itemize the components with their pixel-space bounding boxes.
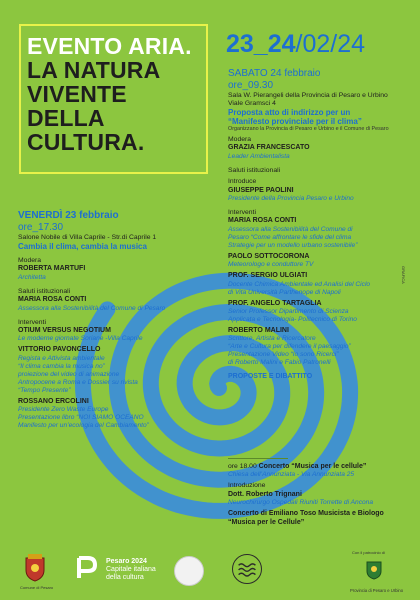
saturday-headline-2: “Manifesto provinciale per il clima” bbox=[228, 117, 362, 126]
friday-speaker-2-name: VITTORIO PAVONCELLO bbox=[18, 346, 101, 354]
saturday-speaker-3-name: PROF. SERGIO ULGIATI bbox=[228, 272, 308, 280]
saturday-speaker-1-desc-1: Assessora alla Sostenibilità del Comune di bbox=[228, 225, 353, 233]
sponsor-logos bbox=[0, 548, 420, 600]
pesaro-crest-icon bbox=[24, 554, 46, 582]
saturday-speaker-1-desc-2: Pesaro “Come affrontare le sfide del clima bbox=[228, 233, 352, 241]
waves-logo-icon bbox=[232, 554, 262, 584]
friday-greetings-name: MARIA ROSA CONTI bbox=[18, 296, 87, 304]
friday-speaker-2-desc-3: proiezione del video di animazione bbox=[18, 370, 120, 378]
saturday-programme bbox=[228, 68, 413, 382]
pesaro-2024-line-2: Capitale italiana bbox=[106, 566, 156, 573]
evening-programme bbox=[228, 452, 413, 527]
side-credit: GRAFICA bbox=[401, 266, 406, 284]
saturday-intro-role: Introduce bbox=[228, 178, 257, 186]
friday-speaker-1-desc: Le moderne giornate Soriane -Villa Caprile bbox=[18, 335, 143, 343]
province-caption: Provincia di Pesaro e Urbino bbox=[350, 588, 404, 593]
pesaro-2024-logo-icon bbox=[76, 556, 98, 580]
round-seal-icon bbox=[174, 556, 204, 586]
saturday-speaker-1-name: MARIA ROSA CONTI bbox=[228, 217, 297, 225]
friday-speaker-2-desc-4: Antropocene a Roma e Dossier su rivista bbox=[18, 378, 138, 386]
friday-venue: Salone Nobile di Villa Caprile - Str.di Caprile 1 bbox=[18, 234, 157, 241]
friday-speaker-1-name: OTIUM VERSUS NEGOTIUM bbox=[18, 327, 111, 335]
title-line-1: EVENTO ARIA. bbox=[27, 33, 192, 59]
evening-concert-line-2: “Musica per le Cellule” bbox=[228, 518, 305, 526]
saturday-speaker-4-desc-1: Senior Professor Dipartimento di Scienza bbox=[228, 308, 349, 316]
evening-intro-name: Dott. Roberto Trignani bbox=[228, 490, 302, 498]
saturday-day: SABATO 24 febbraio bbox=[228, 68, 321, 79]
friday-speaker-3-name: ROSSANO ERCOLINI bbox=[18, 397, 89, 405]
saturday-speaker-4-name: PROF. ANGELO TARTAGLIA bbox=[228, 299, 322, 307]
title-line-4: DELLA bbox=[27, 105, 105, 131]
saturday-time: ore_09.30 bbox=[228, 80, 274, 91]
saturday-moderator-role: Modera bbox=[228, 136, 252, 143]
evening-time: ore 18.00 bbox=[228, 463, 257, 470]
friday-speaker-3-desc-3: Manifesto per un’ecologia del Cambiamento” bbox=[18, 422, 149, 430]
friday-time: ore_17.30 bbox=[18, 222, 64, 233]
patronage-label: Con il patrocinio di bbox=[352, 550, 385, 555]
evening-venue: Chiesa dell’Annunziata - Via Annunziata 25 bbox=[228, 471, 355, 479]
friday-speaker-2-desc-2: “Il clima cambia la musica no” bbox=[18, 362, 105, 370]
saturday-greetings: Saluti istituzionali bbox=[228, 166, 281, 174]
event-dates bbox=[226, 30, 365, 58]
saturday-speaker-3-desc-2: di Vita Università Parthenope di Napoli bbox=[228, 288, 341, 296]
saturday-intro-name: GIUSEPPE PAOLINI bbox=[228, 186, 294, 194]
saturday-speaker-5-desc-3: Presentazione Video “Io sono Ricerci” bbox=[228, 351, 339, 359]
saturday-intro-desc: Presidente della Provincia Pesaro e Urbino bbox=[228, 195, 354, 203]
friday-moderator-desc: Architetta bbox=[18, 273, 46, 281]
dates-month-year: /02/24 bbox=[295, 30, 366, 58]
pesaro-2024-text bbox=[106, 558, 156, 582]
saturday-speaker-5-desc-2: “Arte e Cultura per difendere il paesaggio” bbox=[228, 343, 351, 351]
saturday-speaker-1-desc-3: Strategie per un modello urbano sostenibile” bbox=[228, 241, 358, 249]
saturday-speaker-5-desc-4: di Roberto Malini e Fabio Patronelli bbox=[228, 359, 331, 367]
saturday-speaker-5-desc-1: Scrittore, Artista e Ricercatore bbox=[228, 335, 316, 343]
friday-greetings: Saluti istituzionali bbox=[18, 287, 71, 295]
pesaro-crest-caption: Comune di Pesaro bbox=[20, 585, 54, 590]
saturday-venue-1: Sala W. Pierangeli della Provincia di Pesaro e Urbino bbox=[228, 92, 388, 99]
friday-greetings-desc: Assessora alla Sostenibilità del Comune di Pesaro bbox=[18, 304, 166, 312]
saturday-speakers-role: Interventi bbox=[228, 209, 256, 217]
friday-speaker-3-desc-1: Presidente Zero Waste Europe bbox=[18, 406, 109, 414]
friday-speaker-3-desc-2: Presentazione libro “NOI SIAMO OCEANO bbox=[18, 414, 144, 422]
pesaro-2024-line-1: Pesaro 2024 bbox=[106, 558, 147, 565]
saturday-speaker-3-desc-1: Docente Chimica Ambientale ed Analisi del Ciclo bbox=[228, 280, 371, 288]
saturday-speaker-2-name: PAOLO SOTTOCORONA bbox=[228, 252, 310, 260]
saturday-speaker-2-desc-1: Meteorologo e conduttore TV bbox=[228, 261, 314, 269]
evening-divider bbox=[228, 458, 288, 459]
friday-moderator-role: Modera bbox=[18, 257, 42, 264]
dates-days: 23_24 bbox=[226, 30, 296, 58]
evening-concert-line-1: Concerto di Emiliano Toso Musicista e Biologo bbox=[228, 510, 384, 518]
saturday-headline-1: Proposta atto di indirizzo per un bbox=[228, 108, 351, 117]
friday-speakers-role: Interventi bbox=[18, 318, 46, 326]
title-frame bbox=[19, 24, 208, 174]
friday-moderator-name: ROBERTA MARTUFI bbox=[18, 265, 86, 273]
friday-headline: Cambia il clima, cambia la musica bbox=[18, 242, 147, 251]
saturday-moderator-desc: Leader Ambientalista bbox=[228, 152, 290, 160]
saturday-moderator-name: GRAZIA FRANCESCATO bbox=[228, 144, 310, 152]
pesaro-2024-line-3: della cultura bbox=[106, 574, 144, 581]
friday-speaker-2-desc-1: Regista e Attivista ambientale bbox=[18, 354, 105, 362]
evening-intro-desc: Neurochirurgo Ospedali Riuniti Torrette di Ancona bbox=[228, 499, 374, 507]
saturday-speaker-5-name: ROBERTO MALINI bbox=[228, 327, 289, 335]
saturday-organizer: Organizzano la Provincia di Pesaro e Urbino e il Comune di Pesaro bbox=[228, 126, 389, 132]
evening-concert-title: Concerto “Musica per le cellule” bbox=[258, 463, 367, 470]
saturday-speaker-4-desc-2: Applicata e Tecnologia- Politecnico di Torino bbox=[228, 316, 357, 324]
province-crest-icon bbox=[366, 560, 382, 580]
friday-programme bbox=[18, 210, 218, 430]
evening-intro-role: Introduzione bbox=[228, 482, 266, 490]
friday-speaker-2-desc-5: “Tempo Presente” bbox=[18, 386, 71, 394]
friday-day: VENERDÌ 23 febbraio bbox=[18, 210, 119, 221]
title-line-5: CULTURA. bbox=[27, 129, 145, 155]
title-line-3: VIVENTE bbox=[27, 81, 127, 107]
saturday-closing: PROPOSTE E DIBATTITO bbox=[228, 373, 313, 381]
title-line-2: LA NATURA bbox=[27, 57, 161, 83]
saturday-venue-2: Viale Gramsci 4 bbox=[228, 100, 276, 107]
